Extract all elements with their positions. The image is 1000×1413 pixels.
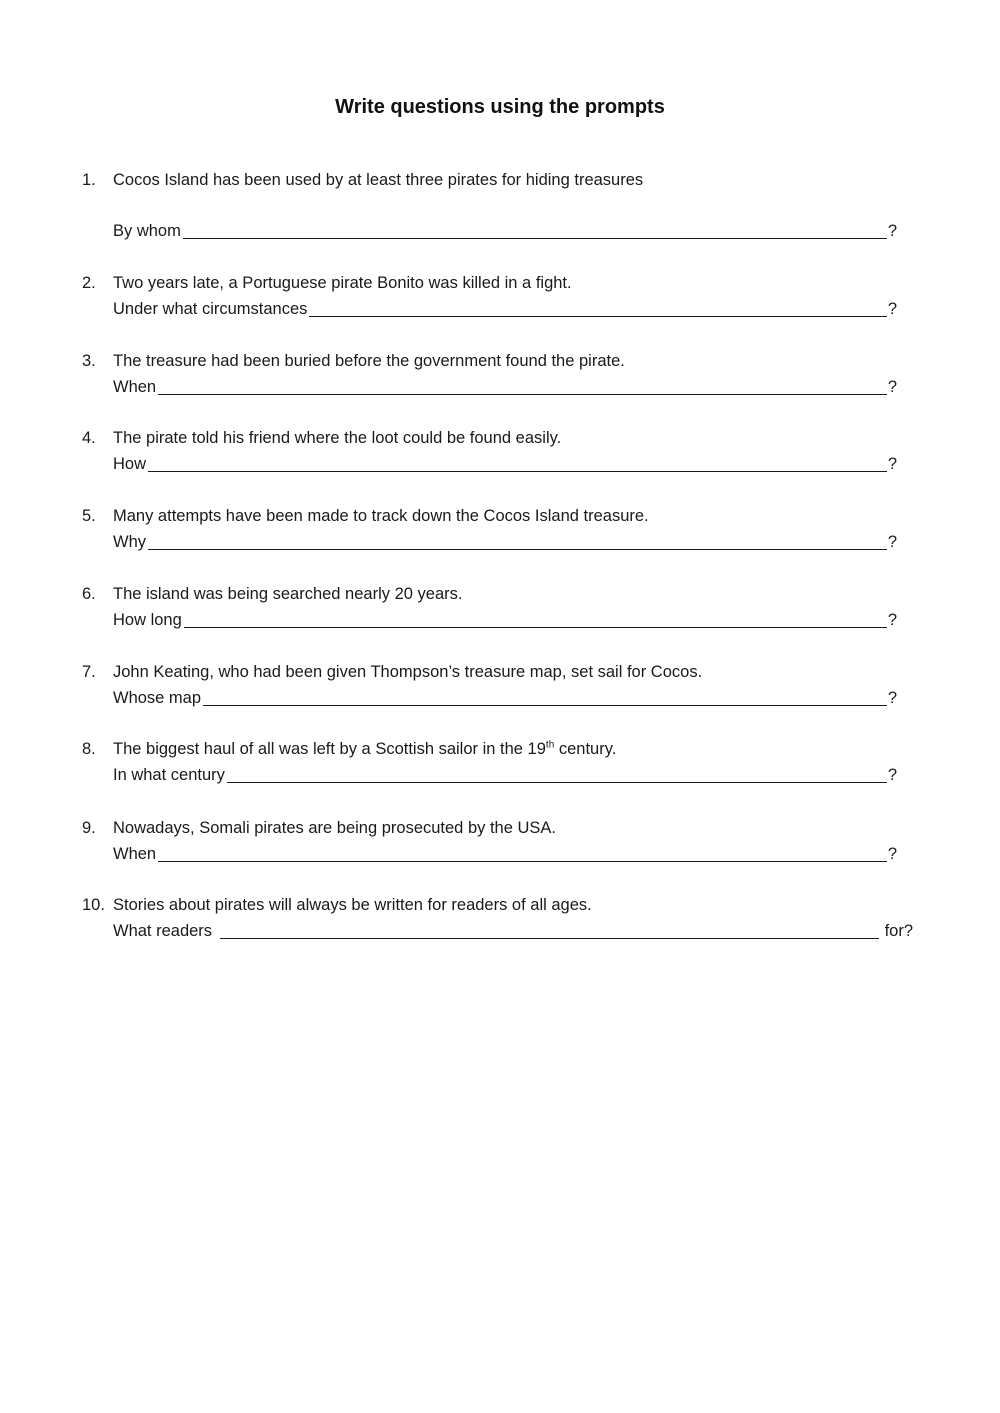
prompt-sentence: The pirate told his friend where the loot could be found easily.: [113, 429, 562, 447]
answer-field[interactable]: [148, 531, 887, 550]
list-item: [82, 581, 922, 633]
answer-field[interactable]: [183, 220, 887, 239]
item-number: 7.: [82, 663, 96, 681]
answer-field[interactable]: [203, 687, 887, 706]
question-end: ?: [887, 689, 897, 707]
prompt-sentence: Nowadays, Somali pirates are being prosecuted by the USA.: [113, 819, 556, 837]
question-end: ?: [887, 222, 897, 240]
question-start: How long: [113, 611, 182, 629]
question-end: for?: [884, 922, 913, 940]
list-item: [82, 425, 922, 477]
item-number: 3.: [82, 352, 96, 370]
list-item: [82, 167, 922, 244]
item-number: 5.: [82, 507, 96, 525]
question-start: When: [113, 378, 157, 396]
item-number: 10.: [82, 896, 105, 914]
ordinal-suffix: th: [545, 739, 555, 751]
question-end: ?: [887, 378, 897, 396]
question-end: ?: [887, 300, 897, 318]
prompt-sentence: The treasure had been buried before the government found the pirate.: [113, 352, 625, 370]
answer-field[interactable]: [184, 609, 887, 628]
list-item: [82, 659, 922, 711]
question-end: ?: [887, 611, 897, 629]
item-number: 4.: [82, 429, 96, 447]
answer-field[interactable]: [158, 843, 887, 862]
prompt-sentence: Cocos Island has been used by at least three pirates for hiding treasures: [113, 171, 644, 189]
list-item: [82, 348, 922, 400]
question-end: ?: [887, 533, 897, 551]
question-end: ?: [887, 766, 897, 784]
question-end: ?: [887, 845, 897, 863]
answer-field[interactable]: [309, 298, 886, 317]
answer-field[interactable]: [220, 920, 879, 939]
item-number: 6.: [82, 585, 96, 603]
list-item: [82, 503, 922, 555]
answer-field[interactable]: [227, 764, 887, 783]
question-start: When: [113, 845, 157, 863]
question-start: Under what circumstances: [113, 300, 308, 318]
prompt-sentence: Two years late, a Portuguese pirate Bonito was killed in a fight.: [113, 274, 572, 292]
question-start: How: [113, 455, 147, 473]
question-start: What readers: [113, 922, 213, 940]
question-end: ?: [887, 455, 897, 473]
prompt-sentence: [113, 736, 616, 762]
list-item: [82, 815, 922, 867]
item-number: 8.: [82, 740, 96, 758]
question-start: In what century: [113, 766, 225, 784]
answer-field[interactable]: [158, 376, 887, 395]
question-start: Why: [113, 533, 146, 551]
prompt-sentence-text: century.: [554, 740, 617, 758]
question-start: Whose map: [113, 689, 202, 707]
list-item: [82, 270, 922, 322]
answer-field[interactable]: [148, 453, 887, 472]
prompt-sentence-text: The biggest haul of all was left by a Scottish sailor in the 19: [113, 740, 546, 758]
list-item: [82, 892, 922, 944]
prompt-sentence: Stories about pirates will always be written for readers of all ages.: [113, 896, 592, 914]
prompt-sentence: The island was being searched nearly 20 years.: [113, 585, 463, 603]
item-number: 9.: [82, 819, 96, 837]
list-item: [82, 736, 922, 788]
prompt-sentence: John Keating, who had been given Thompson’s treasure map, set sail for Cocos.: [113, 663, 703, 681]
page-title: Write questions using the prompts: [335, 96, 665, 118]
item-number: 1.: [82, 171, 96, 189]
prompt-sentence: Many attempts have been made to track down the Cocos Island treasure.: [113, 507, 649, 525]
item-number: 2.: [82, 274, 96, 292]
question-start: By whom: [113, 222, 181, 240]
